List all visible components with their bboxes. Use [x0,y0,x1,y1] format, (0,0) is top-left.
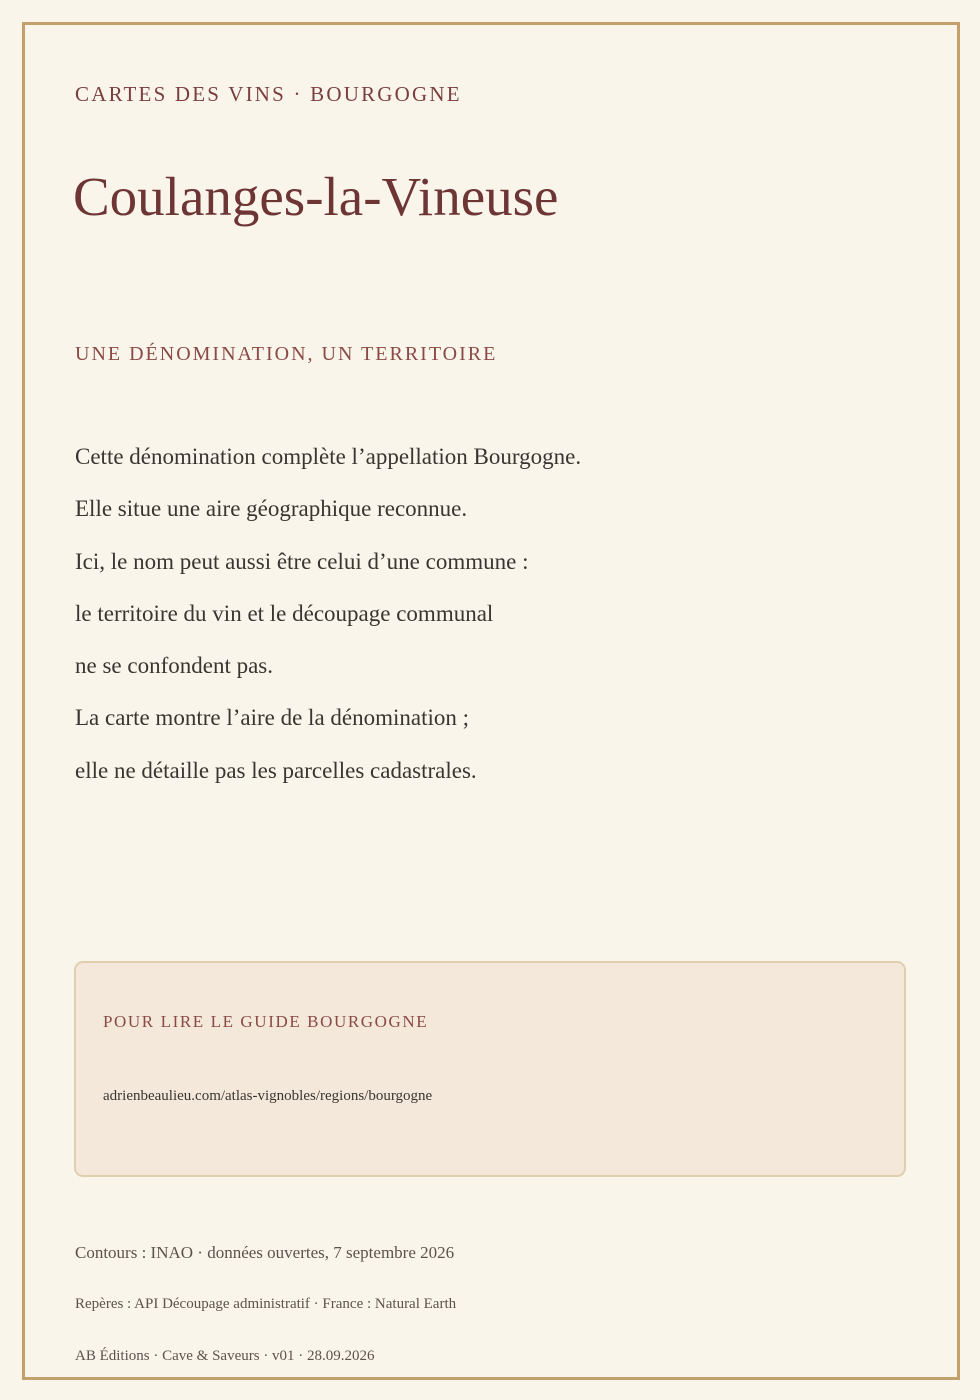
credit-contours: Contours : INAO · données ouvertes, 7 septembre 2026 [75,1243,455,1262]
description-line: le territoire du vin et le découpage communal [75,600,494,626]
description-line: Cette dénomination complète l’appellation Bourgogne. [75,444,582,469]
section-heading: UNE DÉNOMINATION, UN TERRITOIRE [75,343,498,365]
description-line: La carte montre l’aire de la dénomination ; [75,705,470,731]
credit-reperes: Repères : API Découpage administratif · France : Natural Earth [75,1296,457,1312]
credit-edition: AB Éditions · Cave & Saveurs · v01 · 28.09.2026 [75,1348,375,1364]
description-line: ne se confondent pas. [75,653,273,679]
description-text [75,431,581,797]
guide-link[interactable]: adrienbeaulieu.com/atlas-vignobles/regions/bourgogne [103,1088,433,1104]
page-title: Coulanges-la-Vineuse [73,166,559,227]
description-line: Ici, le nom peut aussi être celui d’une commune : [75,548,529,574]
description-line: elle ne détaille pas les parcelles cadastrales. [75,757,477,783]
page-kicker: CARTES DES VINS · BOURGOGNE [75,82,462,106]
guide-heading: POUR LIRE LE GUIDE BOURGOGNE [103,1012,429,1031]
guide-callout [74,961,906,1177]
description-line: Elle situe une aire géographique reconnue. [75,496,468,522]
